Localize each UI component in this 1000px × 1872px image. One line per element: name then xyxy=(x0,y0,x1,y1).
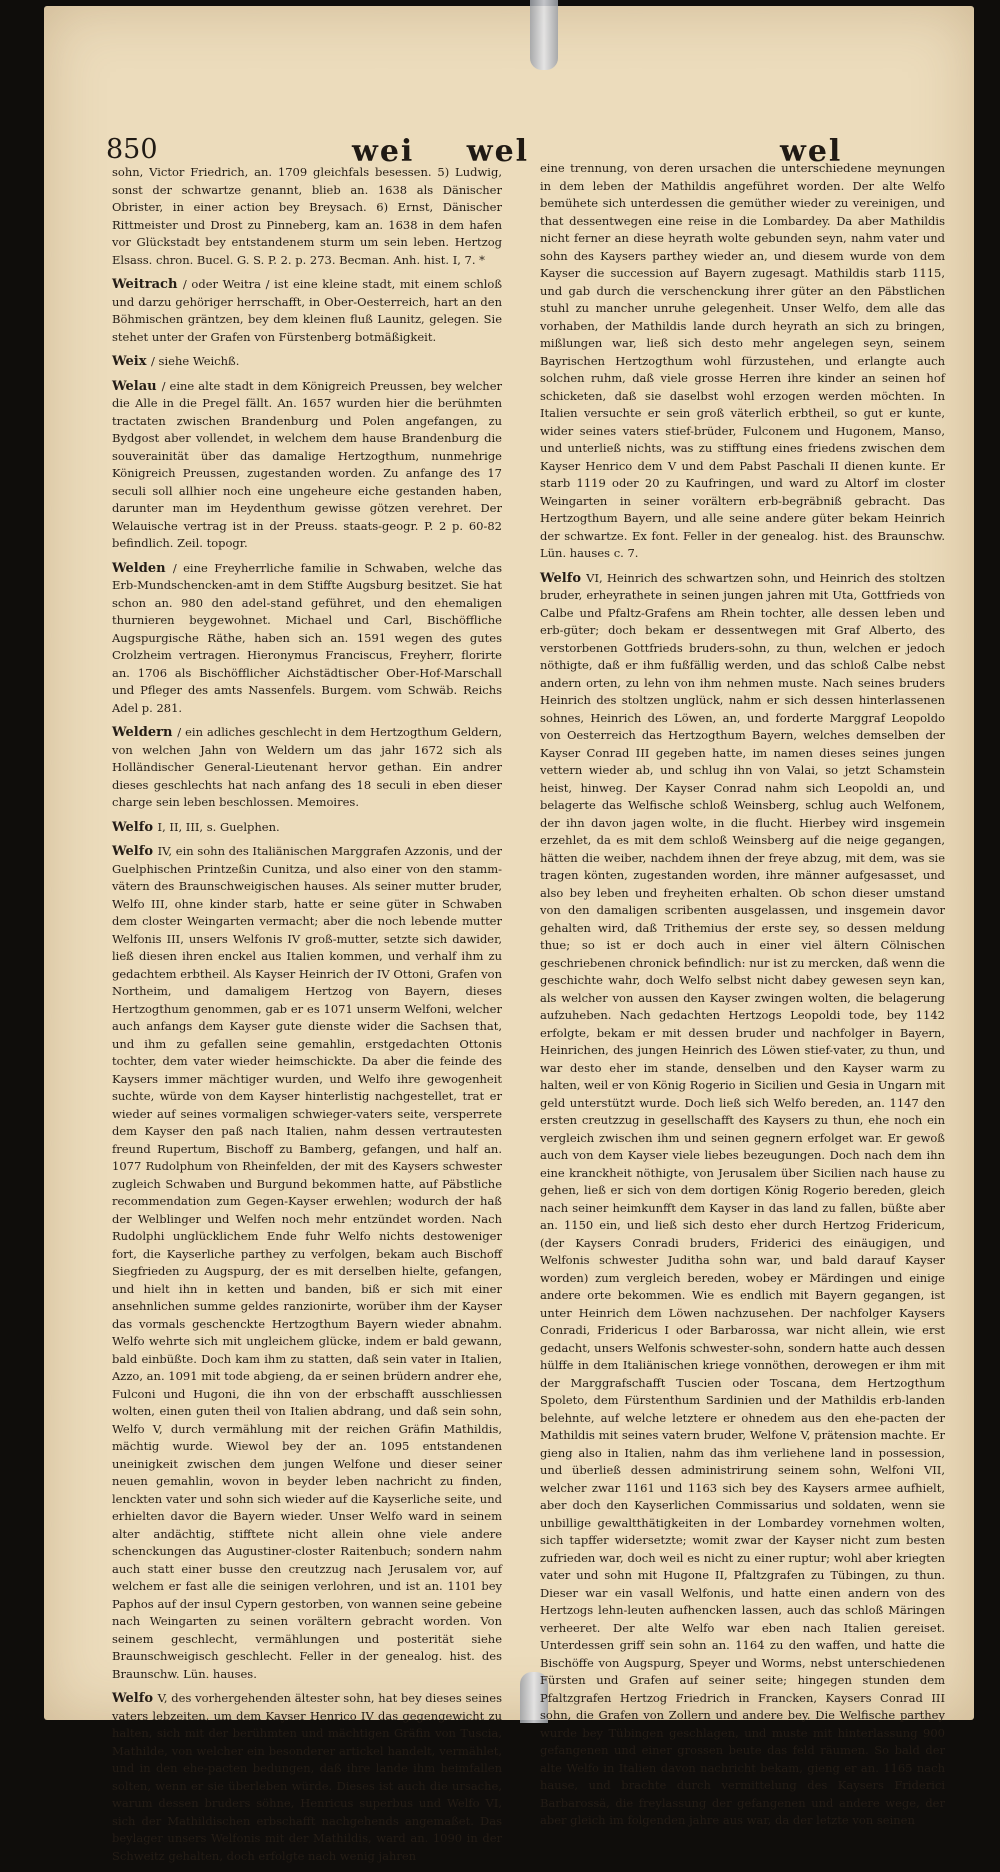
running-head-left-word: wei xyxy=(352,134,415,169)
entry-paragraph xyxy=(112,276,502,346)
entry-paragraph xyxy=(112,843,502,1683)
left-text-column xyxy=(112,164,502,1872)
right-text-column xyxy=(540,160,945,1837)
entry-paragraph xyxy=(112,560,502,718)
page-number: 850 xyxy=(106,134,158,165)
entry-text: IV, ein sohn des Italiänischen Marggrafen Azzonis, und der Guelphischen Printzeßin Cunitza, und also einer von den stamm-vätern des Braunschweigischen hauses. Als seiner mutter bruder, Welfo III, ohne kinder starb, hatte er seine güter in Schwaben dem closter Weingarten vermacht; aber die noch lebende mutter Welfonis III, unsers Welfonis IV groß-mutter, setzte sich dawider, ließ diesen ihren enckel aus Italien kommen, und verhalf ihm zu gedachtem erbtheil. Als Kayser Heinrich der IV Ottoni, Grafen von Northeim, und damaligem Hertzog von Bayern, dieses Hertzogthum genommen, gab er es 1071 unserm Welfoni, welcher auch anfangs dem Kayser gute dienste wider die Sachsen that, und ihm zu gefallen seine gemahlin, erstgedachten Ottonis tochter, dem vater wieder heimschickte. Da aber die feinde des Kaysers immer mächtiger wurden, und Welfo ihre gewogenheit suchte, würde von dem Kayser hinterlistig nachgestellet, trat er wieder auf seines vormaligen schwieger-vaters seite, versperrete dem Kayser den paß nach Italien, nahm dessen vertrautesten freund Rupertum, Bischoff zu Bamberg, gefangen, und half an. 1077 Rudolphum von Rheinfelden, der mit des Kaysers schwester zugleich Schwaben und Burgund bekommen hatte, auf Päbstliche recommendation zum Gegen-Kayser erwehlen; wodurch der haß der Welblinger und Welfen noch mehr entzündet worden. Nach Rudolphi unglücklichem Ende fuhr Welfo nichts destoweniger fort, die Kayserliche parthey zu verfolgen, bekam auch Bischoff Siegfrieden zu Augspurg, der es mit derselben hielte, gefangen, und hielt ihn in ketten und banden, biß er sich mit einer ansehnlichen summe geldes ranzionirte, worüber ihm der Kayser das vormals geschenckte Hertzogthum Bayern wieder abnahm. Welfo wehrte sich mit ungleichem glücke, indem er bald gewann, bald einbüßte. Doch kam ihm zu statten, daß sein vater in Italien, Azzo, an. 1091 mit tode abgieng, da er seinen brüdern andrer ehe, Fulconi und Hugoni, die ihn von der erbschafft ausschliessen wolten, einen guten theil von Italien abdrang, und daß sein sohn, Welfo V, durch vermählung mit der reichen Gräfin Mathildis, mächtig wurde. Wiewol bey der an. 1095 entstandenen uneinigkeit zwischen dem jungen Welfone und dieser seiner neuen gemahlin, wovon in beyder leben nachricht zu finden, lenckten vater und sohn sich wieder auf die Kayserliche seite, und erhielten davor die Bayern wieder. Unser Welfo ward in seinem alter andächtig, stifftete nicht allein ohne viele andere schenckungen das Augustiner-closter Raitenbuch; sondern nahm auch statt einer busse den creutzzug nach Jerusalem vor, auf welchem er fast alle die seinigen verlohren, und ist an. 1101 bey Paphos auf der insul Cypern gestorben, von wannen seine gebeine nach Weingarten zu seinen vorältern gebracht worden. Von seinem geschlecht, vermählungen und posterität siehe Braunschweigisch geschlecht. Feller in der genealog. hist. des Braunschw. Lün. hauses. xyxy=(112,844,502,1681)
entry-paragraph xyxy=(112,378,502,553)
entry-paragraph xyxy=(112,1690,502,1865)
entry-text: / oder Weitra / ist eine kleine stadt, mit einem schloß und darzu gehöriger herrschafft, in Ober-Oesterreich, hart an den Böhmischen gräntzen, bey dem kleinen fluß Launitz, gelegen. Sie stehet unter der Grafen von Fürstenberg botmäßigkeit. xyxy=(112,277,503,344)
entry-headword: Welfo xyxy=(112,844,158,859)
entry-text: / siehe Weichß. xyxy=(151,354,240,368)
entry-paragraph xyxy=(540,570,945,1830)
running-head-center-word: wel xyxy=(466,134,530,169)
entry-paragraph xyxy=(112,164,502,269)
entry-paragraph xyxy=(112,819,502,837)
entry-headword: Welfo xyxy=(112,1691,158,1706)
page-clip-top xyxy=(530,0,558,70)
entry-headword: Weix xyxy=(112,354,152,369)
entry-headword: Welfo xyxy=(112,819,158,835)
entry-text: / eine alte stadt in dem Königreich Preussen, bey welcher die Alle in die Pregel fällt. An. 1657 wurden hier die berühmten tractaten zwischen Brandenburg und Polen angefangen, zu Bydgost aber vollendet, in welchem dem hause Brandenburg die souverainität über das damalige Hertzogthum, nunmehrige Königreich Preussen, zugestanden worden. Zu anfange des 17 seculi soll allhier noch eine ungeheure eiche gestanden haben, darunter man im Heydenthum gewisse götzen verehret. Der Welauische vertrag ist in der Preuss. staats-geogr. P. 2 p. 60-82 befindlich. Zeil. topogr. xyxy=(112,378,502,550)
running-head-right: wel xyxy=(780,134,843,169)
entry-headword: Welau xyxy=(112,378,162,394)
entry-headword: Welfo xyxy=(540,570,587,586)
entry-paragraph xyxy=(112,724,502,812)
entry-text: V, des vorhergehenden ältester sohn, hat bey dieses seines vaters lebzeiten, um dem Kayser Henrico IV das gegengewicht zu halten, sich mit der berühmten und mächtigen Gräfin von Tuscia, Mathilde, von welcher ein besonderer artickel handelt, vermählet, und in den ehe-pacten bedungen, daß ihre lande ihm heimfallen solten, wenn er sie überleben würde. Dieses ist auch die ursache, warum dessen bruders söhne, Henricus superbus und Welfo VI, sich der Mathildischen erbschafft nachgehends angemaßet. Das beylager unsers Welfonis mit der Mathildis, ward an. 1090 in der Schweitz gehalten, doch erfolgte nach wenig jahren xyxy=(112,1691,502,1863)
entry-text: sohn, Victor Friedrich, an. 1709 gleichfals besessen. 5) Ludwig, sonst der schwartze genannt, blieb an. 1638 als Dänischer Obrister, in einer action bey Breysach. 6) Ernst, Dänischer Rittmeister und Drost zu Pinneberg, kam an. 1638 in dem hafen vor Glückstadt bey entstandenem sturm um sein leben. Hertzog Elsass. chron. Bucel. G. S. P. 2. p. 273. Becman. Anh. hist. I, 7. * xyxy=(112,165,502,267)
entry-text: I, II, III, s. Guelphen. xyxy=(157,819,280,834)
entry-headword: Weldern xyxy=(112,725,178,740)
entry-paragraph xyxy=(540,160,945,563)
entry-paragraph xyxy=(112,353,502,371)
entry-text: VI, Heinrich des schwartzen sohn, und Heinrich des stoltzen bruder, erheyrathete in seinen jungen jahren mit Uta, Gottfrieds von Calbe und Pfaltz-Grafens am Rhein tochter, alle dessen leben und erb-güter; doch bekam er dessentwegen mit Graf Alberto, des verstorbenen Gottfrieds bruders-sohn, zu thun, welchen er jedoch nöthigte, daß er ihm fußfällig werden, und das schloß Calbe nebst andern orten, zu lehn von ihm nehmen muste. Nach seines bruders Heinrich des stoltzen unglück, nahm er sich dessen hinterlassenen sohnes, Heinrich des Löwen, an, und forderte Marggraf Leopoldo von Oesterreich das Hertzogthum Bayern, welches demselben der Kayser Conrad III gegeben hatte, im namen dieses seines jungen vettern wieder ab, und schlug ihn von Valai, so jetzt Schamstein heist, hinweg. Der Kayser Conrad nahm sich Leopoldi an, und belagerte das Welfische schloß Weinsberg, schlug auch Welfonem, der ihn davon jagen wolte, in die flucht. Hierbey wird insgemein erzehlet, da es mit dem schloß Weinsberg auf die neige gegangen, hätten die weiber, nachdem ihnen der freye abzug, mit dem, was sie tragen könten, zugestanden worden, ihre männer aufgesasset, und also bey leben und freyheiten erhalten. Ob schon dieser umstand von den damaligen scribenten ausgelassen, und insgemein davor gehalten wird, daß Trithemius der erste sey, so dessen meldung thue; so ist er doch auch in einer viel ältern Cölnischen geschriebenen chronick befindlich: nur ist zu mercken, daß wenn die geschichte wahr, doch Welfo selbst nicht dabey gewesen seyn kan, als welcher von aussen den Kayser zwingen wolten, die belagerung aufzuheben. Nach gedachten Hertzogs Leopoldi tode, bey 1142 erfolgte, bekam er mit dessen bruder und nachfolger in Bayern, Heinrichen, des jungen Heinrich des Löwen stief-vater, zu thun, und war desto eher im stande, denselben und den Kayser warm zu halten, weil er von König Rogerio in Sicilien und Gesia in Ungarn mit geld unterstützt wurde. Doch ließ sich Welfo bereden, an. 1147 den ersten creutzzug in gesellschafft des Kaysers zu thun, ehe noch ein vergleich zwischen ihm und seinen gegnern erfolget war. Er gewoß auch von dem Kayser viele liebes bezeugungen. Doch nach dem ihn eine kranckheit nöthigte, von Jerusalem über Sicilien nach hause zu gehen, ließ er sich von dem dortigen König Rogerio bereden, gleich nach seiner heimkunfft dem Kayser in das land zu fallen, büßte aber an. 1150 ein, und ließ sich desto eher durch Hertzog Fridericum, (der Kaysers Conradi bruders, Friderici des einäugigen, und Welfonis schwester Juditha sohn war, und bald darauf Kayser worden) zum vergleich bereden, wobey er Märdingen und einige andere orte bekommen. Wie es endlich mit Bayern gegangen, ist unter Heinrich dem Löwen nachzusehen. Der nachfolger Kaysers Conradi, Fridericus I oder Barbarossa, war nicht allein, wie erst gedacht, unsers Welfonis schwester-sohn, sondern hatte auch dessen hülffe in dem Italiänischen kriege vonnöthen, derowegen er ihm mit der Marggrafschafft Tuscien oder Toscana, dem Hertzogthum Spoleto, dem Fürstenthum Sardinien und der Mathildis erb-landen belehnte, auf welche letztere er ohnedem aus den ehe-pacten der Mathildis mit seines vatern bruder, Welfone V, prätension machte. Er gieng also in Italien, nahm das ihm verliehene land in possession, und überließ dessen administrirung seinem sohn, Welfoni VII, welcher zwar 1161 und 1163 sich bey des Kaysers armee aufhielt, aber doch den Kayserlichen Commissarius und soldaten, wenn sie unbillige gewaltthätigkeiten in der Lombardey vornehmen wolten, sich tapffer widersetzte; womit zwar der Kayser nicht zum besten zufrieden war, doch weil es nicht zu einer ruptur; wohl aber kriegten vater und sohn mit Hugone II, Pfaltzgrafen zu Tübingen, zu thun. Dieser war ein vasall Welfonis, und hatte einen andern von des Hertzogs lehn-leuten aufhencken lassen, auch das schloß Märingen verheeret. Der alte Welfo war eben nach Italien gereiset. Unterdessen griff sein sohn an. 1164 zu den waffen, und hatte die Bischöffe von Augspurg, Speyer und Worms, nebst unterschiedenen Fürsten und Grafen auf seiner seite; hingegen stunden dem Pfaltzgrafen Hertzog Friedrich in Francken, Kaysers Conrad III sohn, die Grafen von Zollern und andere bey. Die Welfische parthey wurde bey Tübingen geschlagen, und muste mit hinterlassung 900 gefangenen und einer grossen beute das feld räumen. So bald der alte Welfo in Italien davon nachricht bekam, gieng er an. 1165 nach hause, und brachte durch vermittelung des Kaysers Friderici Barbarossä, die freylassung der gefangenen und andere wege, der aber gleich im folgenden jahre aus war, da der letzte von seinen xyxy=(540,570,945,1827)
entry-headword: Welden xyxy=(112,560,173,576)
entry-text: / eine Freyherrliche familie in Schwaben, welche das Erb-Mundschencken-amt in dem Stiffte Augsburg besitzet. Sie hat schon an. 980 den adel-stand geführet, und den ehemaligen thurnieren beygewohnet. Michael und Carl, Bischöffliche Augspurgische Räthe, haben sich an. 1591 wegen des gutes Crolzheim vertragen. Hieronymus Franciscus, Freyherr, florirte an. 1706 als Bischöfflicher Aichstädtischer Ober-Hof-Marschall und Pfleger des amts Nassenfels. Burgem. vom Schwäb. Reichs Adel p. 281. xyxy=(112,560,502,715)
entry-text: eine trennung, von deren ursachen die unterschiedene meynungen in dem leben der Mathildis angeführet worden. Der alte Welfo bemühete sich unterdessen die gemüther wieder zu vereinigen, und that dessentwegen eine reise in die Lombardey. Da aber Mathildis nicht ferner an diese heyrath wolte gebunden seyn, nahm vater und sohn des Kaysers parthey wieder an, und diesem wurde von dem Kayser die succession auf Bayern zugesagt. Mathildis starb 1115, und gab durch die verschenckung ihrer güter an den Päbstlichen stuhl zu mancher unruhe gelegenheit. Unser Welfo, dem alle das vorhaben, der Mathildis lande durch heyrath an sich zu bringen, mißlungen war, ließ sich desto mehr angelegen seyn, seinem Bayrischen Hertzogthum wohl fürzustehen, und erlangte auch solchen ruhm, daß viele grosse Herren ihre kinder an seinen hof schicketen, daß sie daselbst wohl erzogen werden möchten. In Italien versuchte er sein groß väterlich erbtheil, so gut er kunte, wider seines vaters stief-brüder, Fulconem und Hugonem, Manso, und unterließ nichts, was zu stifftung eines friedens zwischen dem Kayser Henrico dem V und dem Pabst Paschali II dienen kunte. Er starb 1119 oder 20 zu Kaufringen, und ward zu Altorf im closter Weingarten in seiner vorältern erb-begräbniß gebracht. Das Hertzogthum Bayern, und alle seine andere güter bekam Heinrich der schwartze. Ex font. Feller in der genealog. hist. des Braunschw. Lün. hauses c. 7. xyxy=(540,161,945,560)
entry-headword: Weitrach xyxy=(112,277,183,292)
entry-text: / ein adliches geschlecht in dem Hertzogthum Geldern, von welchen Jahn von Weldern um das jahr 1672 sich als Holländischer General-Lieutenant hervor gethan. Ein andrer dieses geschlechts hat nach anfang des 18 seculi in eben dieser charge sein leben beschlossen. Memoires. xyxy=(112,725,503,809)
